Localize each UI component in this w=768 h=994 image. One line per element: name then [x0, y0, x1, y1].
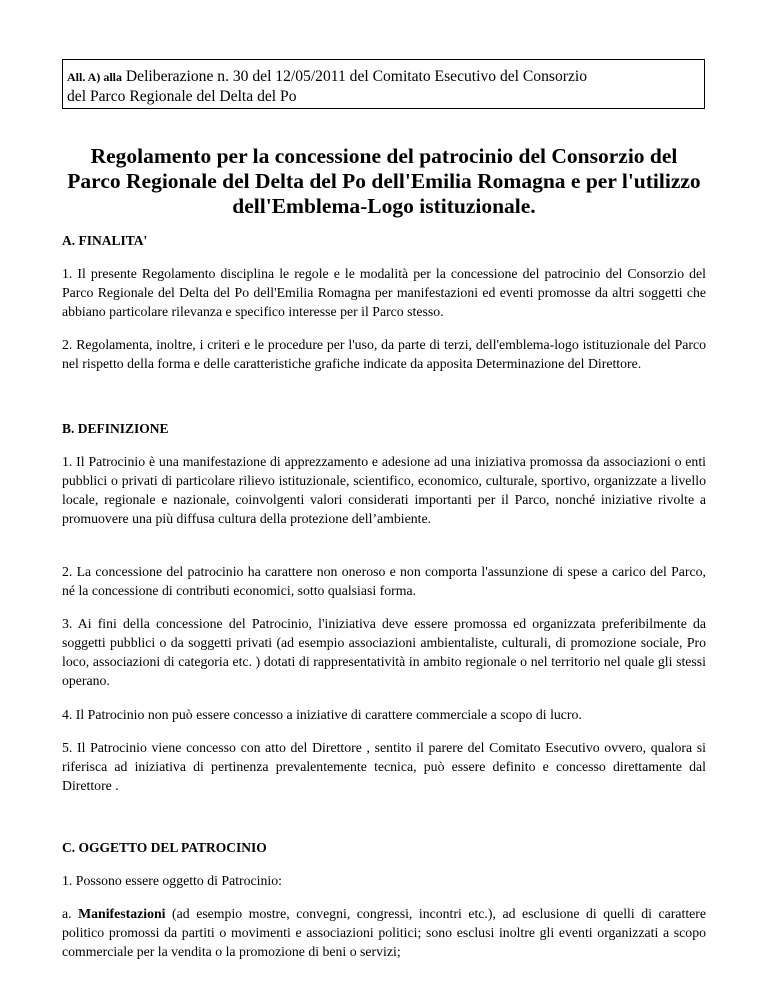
section-b-paragraph-4: [62, 705, 706, 724]
item-bold-term: Manifestazioni: [78, 906, 166, 921]
section-a: [62, 232, 706, 250]
section-heading: A. FINALITA': [62, 233, 148, 248]
section-b-paragraph-5: [62, 738, 706, 795]
item-prefix: a.: [62, 906, 79, 921]
paragraph: 1. Il presente Regolamento disciplina le regole e le modalità per la concessione del patrocinio del Consorzio del Parco Regionale del Delta del Po dell'Emilia Romagna per manifestazioni ed eventi promosse da altri soggetti che abbiano particolare rilevanza e specifico interesse per il Parco stesso.: [62, 266, 706, 319]
section-c: [62, 839, 706, 857]
paragraph: 2. La concessione del patrocinio ha carattere non oneroso e non comporta l'assunzione di spese a carico del Parco, né la concessione di contributi economici, sotto qualsiasi forma.: [62, 564, 706, 598]
paragraph: 4. Il Patrocinio non può essere concesso a iniziative di carattere commerciale a scopo di lucro.: [62, 707, 582, 722]
list-item: [62, 904, 706, 961]
section-heading: C. OGGETTO DEL PATROCINIO: [62, 840, 267, 855]
attachment-prefix: All. A) alla: [67, 70, 123, 84]
section-b-paragraph-1: [62, 452, 706, 528]
section-b-paragraph-2: [62, 562, 706, 600]
paragraph: 2. Regolamenta, inoltre, i criteri e le procedure per l'uso, da parte di terzi, dell'emblema-logo istituzionale del Parco nel rispetto della forma e delle caratteristiche grafiche indicate da apposita Determinazione del Direttore.: [62, 337, 706, 371]
deliberation-reference: Deliberazione n. 30 del 12/05/2011 del Comitato Esecutivo del Consorzio: [125, 68, 587, 85]
paragraph: 3. Ai fini della concessione del Patrocinio, l'iniziativa deve essere promossa ed organizzata preferibilmente da soggetti pubblici o da soggetti privati (ad esempio associazioni ambientaliste, culturali, di promozione sociale, Pro loco, associazioni di categoria etc. ) dotati di rappresentatività in ambito regionale o nel territorio nel quale gli stessi operano.: [62, 616, 706, 688]
section-b-paragraph-3: [62, 614, 706, 690]
item-text: (ad esempio mostre, convegni, congressi, incontri etc.), ad esclusione di quelli di carattere politico promossi da partiti o movimenti e associazioni politici; sono esclusi inoltre gli eventi organizzati a scopo commerciale per la vendita o la promozione di beni o servizi;: [62, 906, 706, 959]
paragraph: 5. Il Patrocinio viene concesso con atto del Direttore , sentito il parere del Comitato Esecutivo ovvero, qualora si riferisca ad iniziativa di pertinenza prevalentemente tecnica, può essere definito e concesso direttamente dal Direttore .: [62, 740, 706, 793]
section-a-paragraph-1: [62, 264, 706, 321]
section-heading: B. DEFINIZIONE: [62, 421, 169, 436]
document-title: Regolamento per la concessione del patrocinio del Consorzio del Parco Regionale del Delta del Po dell'Emilia Romagna e per l'utilizzo dell'Emblema-Logo istituzionale.: [67, 144, 701, 218]
deliberation-reference-cont: del Parco Regionale del Delta del Po: [67, 88, 297, 105]
paragraph: 1. Possono essere oggetto di Patrocinio:: [62, 873, 282, 888]
section-c-paragraph-1: [62, 871, 706, 890]
attachment-header-box: [62, 59, 705, 109]
section-a-paragraph-2: [62, 335, 706, 373]
section-c-item-a: [62, 904, 706, 961]
paragraph: 1. Il Patrocinio è una manifestazione di apprezzamento e adesione ad una iniziativa promossa da associazioni o enti pubblici o privati di particolare rilievo istituzionale, scientifico, economico, culturale, sportivo, organizzate a livello locale, regionale e nazionale, coinvolgenti valori considerati importanti per il Parco, nonché iniziative rivolte a promuovere una più diffusa cultura della protezione dell’ambiente.: [62, 454, 706, 526]
section-b: [62, 420, 706, 438]
